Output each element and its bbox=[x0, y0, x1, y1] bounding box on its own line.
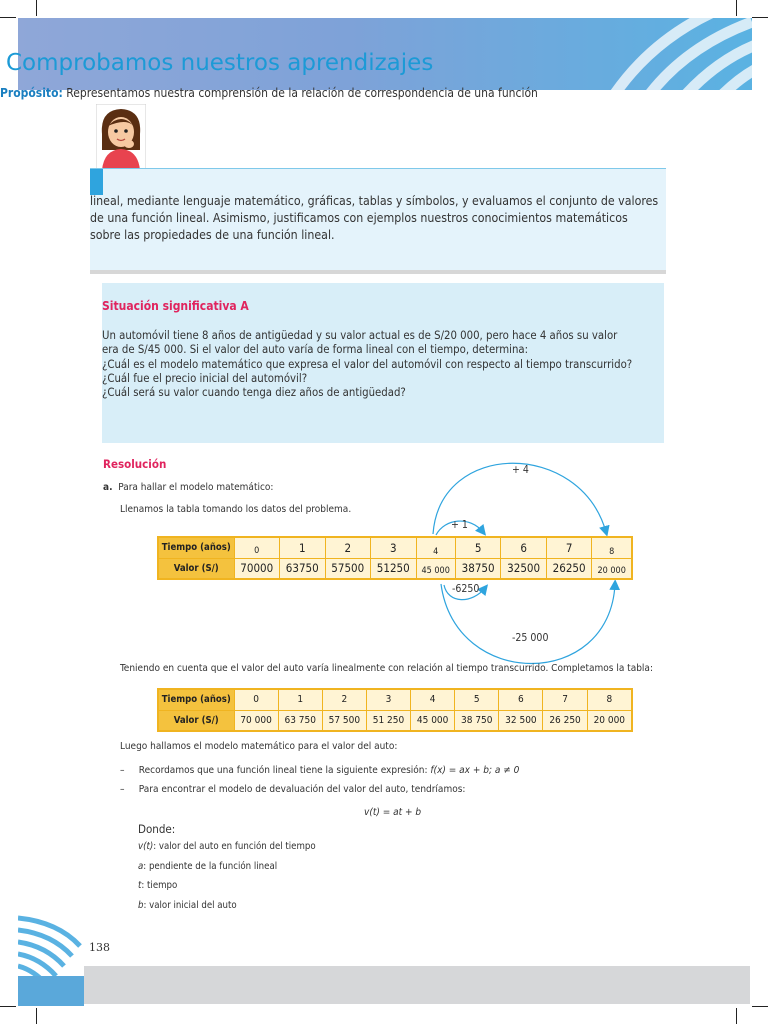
intro-box bbox=[90, 168, 666, 270]
row-header-time: Tiempo (años) bbox=[158, 537, 234, 558]
definition-v bbox=[138, 841, 316, 852]
time-cell: 1 bbox=[280, 537, 326, 558]
considering-text: Teniendo en cuenta que el valor del auto varía linealmente con relación al tiempo transcurrido. Completamos la tabla: bbox=[120, 663, 653, 674]
resolution-title: Resolución bbox=[103, 457, 167, 471]
data-table-complete bbox=[157, 688, 633, 732]
time-cell: 0 bbox=[234, 689, 278, 710]
definition-a bbox=[138, 861, 277, 872]
value-cell: 26 250 bbox=[543, 710, 587, 731]
definition-symbol: v(t) bbox=[138, 841, 154, 852]
step-a-text: Para hallar el modelo matemático: bbox=[118, 482, 274, 493]
table-row bbox=[158, 689, 632, 710]
data-table-initial bbox=[157, 536, 633, 580]
model-formula-text: v(t) = at + b bbox=[364, 807, 422, 818]
time-cell: 0 bbox=[234, 537, 280, 558]
time-cell: 8 bbox=[592, 537, 632, 558]
value-cell: 63 750 bbox=[278, 710, 322, 731]
crop-mark bbox=[0, 17, 16, 18]
label-minus-25000: -25 000 bbox=[512, 632, 549, 644]
label-plus-one: + 1 bbox=[451, 519, 468, 531]
time-cell: 3 bbox=[371, 537, 417, 558]
value-cell: 20 000 bbox=[592, 558, 632, 579]
value-cell: 20 000 bbox=[587, 710, 632, 731]
fill-instruction: Llenamos la tabla tomando los datos del problema. bbox=[120, 504, 352, 515]
intro-marker bbox=[90, 169, 103, 195]
header-stripes-icon bbox=[552, 18, 752, 90]
value-cell: 38 750 bbox=[455, 710, 499, 731]
model-formula bbox=[364, 807, 421, 818]
time-cell: 7 bbox=[546, 537, 592, 558]
value-cell: 32500 bbox=[501, 558, 547, 579]
value-cell: 45 000 bbox=[416, 558, 455, 579]
label-minus-6250: -6250 bbox=[452, 583, 480, 595]
value-cell: 26250 bbox=[546, 558, 592, 579]
situation-line: ¿Cuál fue el precio inicial del automóvil? bbox=[102, 371, 308, 385]
time-cell: 5 bbox=[455, 537, 501, 558]
situation-box bbox=[102, 283, 664, 443]
arc-minus-25000 bbox=[441, 584, 615, 664]
crop-mark bbox=[736, 0, 737, 16]
value-cell: 38750 bbox=[455, 558, 501, 579]
time-cell: 4 bbox=[411, 689, 455, 710]
value-cell: 57 500 bbox=[322, 710, 366, 731]
crop-mark bbox=[752, 1006, 768, 1007]
value-cell: 57500 bbox=[325, 558, 371, 579]
crop-mark bbox=[36, 0, 37, 16]
situation-line: ¿Cuál será su valor cuando tenga diez años de antigüedad? bbox=[102, 386, 406, 400]
value-cell: 51 250 bbox=[366, 710, 410, 731]
situation-title: Situación significativa A bbox=[102, 299, 249, 313]
page-number: 138 bbox=[89, 941, 110, 954]
value-cell: 45 000 bbox=[411, 710, 455, 731]
step-a-label: a. bbox=[103, 482, 113, 493]
where-label: Donde: bbox=[138, 822, 176, 836]
row-header-time: Tiempo (años) bbox=[158, 689, 234, 710]
purpose-text: Representamos nuestra comprensión de la relación de correspondencia de una función bbox=[62, 86, 538, 100]
time-cell: 8 bbox=[587, 689, 632, 710]
crop-mark bbox=[0, 1006, 16, 1007]
bullet-1: – Recordamos que una función lineal tiene la siguiente expresión: f(x) = ax + b; a ≠ 0 bbox=[120, 765, 520, 776]
time-cell: 1 bbox=[278, 689, 322, 710]
time-cell: 2 bbox=[325, 537, 371, 558]
intro-text: lineal, mediante lenguaje matemático, gráficas, tablas y símbolos, y evaluamos el conjunto de valores de una función lineal. Asimismo, justificamos con ejemplos nuestros conocimientos matemáticos sobre las propiedades de una función lineal. bbox=[90, 194, 659, 242]
time-cell: 2 bbox=[322, 689, 366, 710]
definition-symbol: t bbox=[138, 880, 142, 891]
bullet-2-text: Para encontrar el modelo de devaluación del valor del auto, tendríamos: bbox=[138, 784, 466, 795]
then-text: Luego hallamos el modelo matemático para el valor del auto: bbox=[120, 741, 398, 752]
definition-text: : valor inicial del auto bbox=[143, 900, 237, 911]
step-a bbox=[103, 482, 273, 493]
definition-text: : pendiente de la función lineal bbox=[143, 861, 278, 872]
footer-band bbox=[84, 966, 750, 1004]
footer-arcs-icon bbox=[18, 906, 88, 1006]
crop-mark bbox=[752, 17, 768, 18]
time-cell: 6 bbox=[501, 537, 547, 558]
time-cell: 7 bbox=[543, 689, 587, 710]
table-row bbox=[158, 710, 632, 731]
table-row bbox=[158, 537, 632, 558]
definition-text: : valor del auto en función del tiempo bbox=[153, 841, 316, 852]
definition-symbol: a bbox=[138, 861, 144, 872]
table-row bbox=[158, 558, 632, 579]
crop-mark bbox=[36, 1008, 37, 1024]
bullet-1-formula: f(x) = ax + b; a ≠ 0 bbox=[430, 765, 520, 776]
definition-text: : tiempo bbox=[141, 880, 178, 891]
bullet-2: – Para encontrar el modelo de devaluación del valor del auto, tendríamos: bbox=[120, 784, 466, 795]
value-cell: 63750 bbox=[280, 558, 326, 579]
row-header-value: Valor (S/) bbox=[158, 558, 234, 579]
crop-mark bbox=[736, 1008, 737, 1024]
intro-shadow bbox=[90, 270, 666, 274]
value-cell: 70000 bbox=[234, 558, 280, 579]
purpose-line bbox=[0, 86, 640, 100]
page-title: Comprobamos nuestros aprendizajes bbox=[6, 50, 434, 76]
purpose-label: Propósito: bbox=[0, 86, 63, 100]
label-plus-four: + 4 bbox=[512, 464, 529, 476]
definition-t bbox=[138, 880, 177, 891]
row-header-value: Valor (S/) bbox=[158, 710, 234, 731]
value-cell: 32 500 bbox=[499, 710, 543, 731]
situation-line: ¿Cuál es el modelo matemático que expresa el valor del automóvil con respecto al tiempo transcurrido? bbox=[102, 357, 633, 371]
definition-b bbox=[138, 900, 237, 911]
time-cell: 3 bbox=[366, 689, 410, 710]
definition-symbol: b bbox=[138, 900, 144, 911]
bullet-1-text: Recordamos que una función lineal tiene la siguiente expresión: bbox=[138, 765, 431, 776]
time-cell: 6 bbox=[499, 689, 543, 710]
situation-line: Un automóvil tiene 8 años de antigüedad y su valor actual es de S/20 000, pero hace 4 años su valor bbox=[102, 329, 618, 342]
time-cell: 4 bbox=[416, 537, 455, 558]
time-cell: 5 bbox=[455, 689, 499, 710]
girl-avatar-icon bbox=[96, 104, 146, 170]
situation-text bbox=[102, 329, 664, 400]
value-cell: 70 000 bbox=[234, 710, 278, 731]
situation-line: era de S/45 000. Si el valor del auto varía de forma lineal con el tiempo, determina: bbox=[102, 343, 529, 357]
value-cell: 51250 bbox=[371, 558, 417, 579]
